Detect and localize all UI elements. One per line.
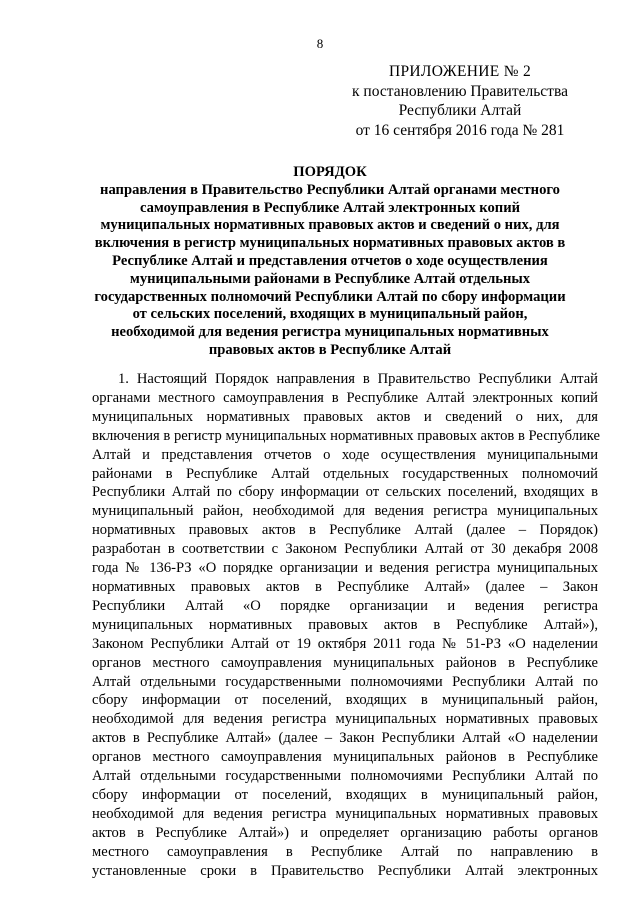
body-line: районами в Республике Алтай отдельных государственных полномочий (92, 465, 598, 482)
title-line: направления в Правительство Республики Алтай органами местного (100, 181, 560, 198)
title-line: правовых актов в Республике Алтай (208, 341, 452, 358)
body-line: местного самоуправления в Республике Алтай по направлению в (92, 843, 598, 860)
title-line: государственных полномочий Республики Алтай по сбору информации (94, 288, 566, 305)
title-line: муниципальными районами в Республике Алтай отдельных (129, 270, 531, 287)
title-line: ПОРЯДОК (293, 164, 367, 180)
title-line: от сельских поселений, входящих в муниципальный район, (132, 306, 528, 323)
paragraph-1 (92, 370, 601, 880)
title-line: Республике Алтай и представления отчетов о ходе осуществления (112, 252, 548, 269)
body-line: органов местного самоуправления муниципальных районов в Республике (92, 654, 598, 671)
body-line: муниципальных нормативных правовых актов и сведений о них, для (92, 408, 598, 425)
title-line: необходимой для ведения регистра муниципальных нормативных (111, 324, 549, 341)
body-line: нормативных правовых актов в Республике Алтай (далее – Порядок) (92, 522, 598, 539)
appendix-line: к постановлению Правительства (352, 82, 568, 100)
body-line: Республики Алтай по сбору информации от сельских поселений, входящих в (92, 484, 598, 501)
appendix-line: Республики Алтай (398, 102, 522, 119)
body-line: года № 136-РЗ «О порядке организации и ведения регистра муниципальных (92, 560, 598, 577)
title-line: самоуправления в Республике Алтай электронных копий (139, 199, 521, 216)
body-line: Законом Республики Алтай от 19 октября 2011 года № 51-РЗ «О наделении (92, 635, 598, 652)
body-line: Республики Алтай «О порядке организации и ведения регистра (92, 597, 598, 614)
body-line: актов в Республике Алтай» (далее – Закон Республики Алтай «О наделении (92, 730, 598, 747)
page-number: 8 (316, 36, 324, 51)
body-line: органами местного самоуправления в Республике Алтай электронных копий (92, 389, 598, 406)
appendix-heading: ПРИЛОЖЕНИЕ № 2 (388, 63, 532, 80)
body-line: органов местного самоуправления муниципальных районов в Республике (92, 749, 598, 766)
body-line: Алтай отдельными государственными полномочиями Республики Алтай по (92, 673, 598, 690)
title-line: муниципальных нормативных правовых актов и сведений о них, для (100, 217, 560, 234)
document-title (70, 164, 590, 360)
appendix-line: от 16 сентября 2016 года № 281 (355, 121, 565, 139)
body-line: необходимой для ведения регистра муниципальных нормативных правовых (92, 711, 598, 728)
appendix-block (340, 62, 580, 140)
body-line: 1. Настоящий Порядок направления в Правительство Республики Алтай (118, 371, 598, 387)
body-line: нормативных правовых актов в Республике Алтай» (далее – Закон (92, 578, 598, 595)
body-line: установленные сроки в Правительство Республики Алтай электронных (92, 862, 598, 879)
body-line: сбору информации от поселений, входящих в муниципальный район, (92, 786, 598, 803)
body-line: включения в регистр муниципальных нормативных правовых актов в Республике (92, 427, 601, 444)
body-line: Алтай и представления отчетов о ходе осуществления муниципальными (92, 446, 598, 463)
body-line: необходимой для ведения регистра муниципальных нормативных правовых (92, 805, 598, 822)
title-line: включения в регистр муниципальных нормативных правовых актов в (94, 235, 566, 252)
body-line: актов в Республике Алтай») и определяет организацию работы органов (92, 824, 598, 841)
body-line: сбору информации от поселений, входящих в муниципальный район, (92, 692, 598, 709)
body-line: разработан в соответствии с Законом Республики Алтай от 30 декабря 2008 (92, 541, 598, 558)
body-line: муниципальный район, необходимой для ведения регистра муниципальных (92, 503, 598, 520)
body-line: муниципальных нормативных правовых актов в Республике Алтай»), (92, 616, 598, 633)
body-line: Алтай отдельными государственными полномочиями Республики Алтай по (92, 768, 598, 785)
